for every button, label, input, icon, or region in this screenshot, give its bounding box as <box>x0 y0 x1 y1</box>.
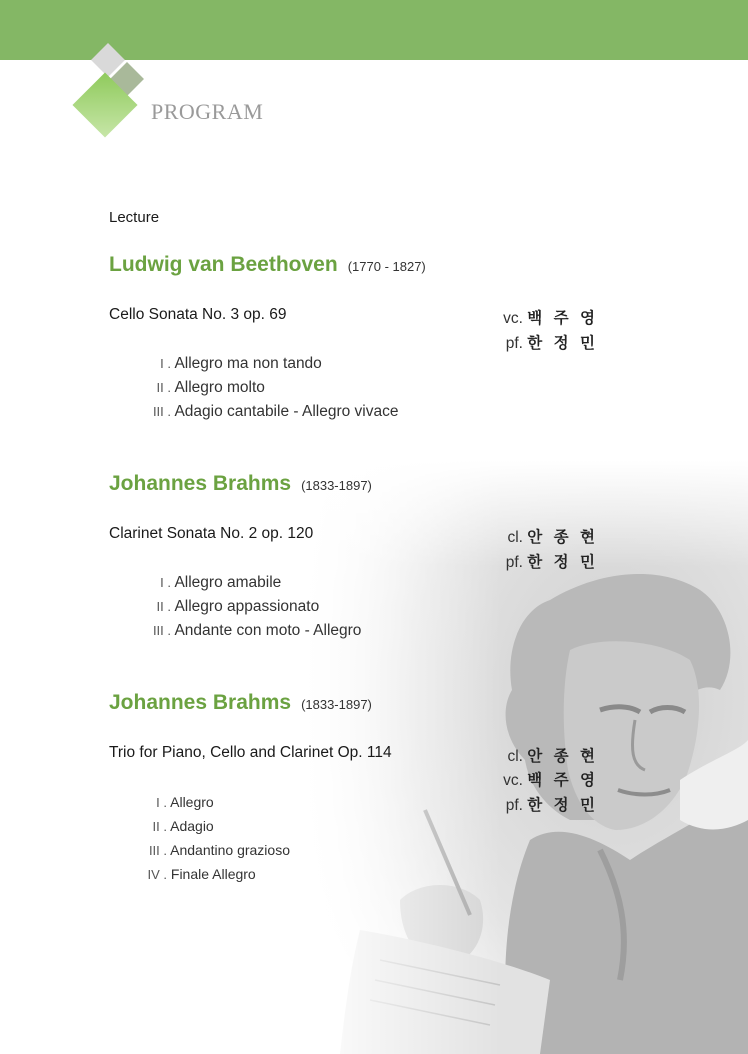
movement-item: I . Allegro <box>156 794 214 810</box>
work-title: Clarinet Sonata No. 2 op. 120 <box>109 525 314 542</box>
movement-item: II . Allegro molto <box>156 379 265 396</box>
performer-line: pf. 한 정 민 <box>505 796 598 814</box>
movement-item: II . Adagio <box>152 818 214 834</box>
composer-name: Johannes Brahms (1833-1897) <box>109 691 372 714</box>
movement-item: IV . Finale Allegro <box>147 866 256 882</box>
movement-item: I . Allegro ma non tando <box>160 355 322 372</box>
work-title: Cello Sonata No. 3 op. 69 <box>109 306 287 323</box>
performer-line: cl. 안 종 현 <box>507 528 598 546</box>
page-title: PROGRAM <box>151 99 264 124</box>
lecture-label: Lecture <box>109 209 160 226</box>
movement-item: I . Allegro amabile <box>160 574 282 591</box>
composer-years: (1770 - 1827) <box>347 259 426 274</box>
movement-item: III . Adagio cantabile - Allegro vivace <box>152 403 399 420</box>
performer-line: pf. 한 정 민 <box>505 334 598 352</box>
composer-name: Ludwig van Beethoven (1770 - 1827) <box>109 253 426 276</box>
composer-years: (1833-1897) <box>301 697 372 712</box>
performer-line: vc. 백 주 영 <box>503 771 598 789</box>
performer-line: cl. 안 종 현 <box>507 747 598 765</box>
work-title: Trio for Piano, Cello and Clarinet Op. 114 <box>109 744 392 761</box>
performer-line: vc. 백 주 영 <box>503 309 598 327</box>
movement-item: II . Allegro appassionato <box>156 598 320 615</box>
movement-item: III . Andante con moto - Allegro <box>152 622 362 639</box>
performer-line: pf. 한 정 민 <box>505 553 598 571</box>
composer-years: (1833-1897) <box>301 478 372 493</box>
movement-item: III . Andantino grazioso <box>148 842 290 858</box>
composer-name: Johannes Brahms (1833-1897) <box>109 472 372 495</box>
